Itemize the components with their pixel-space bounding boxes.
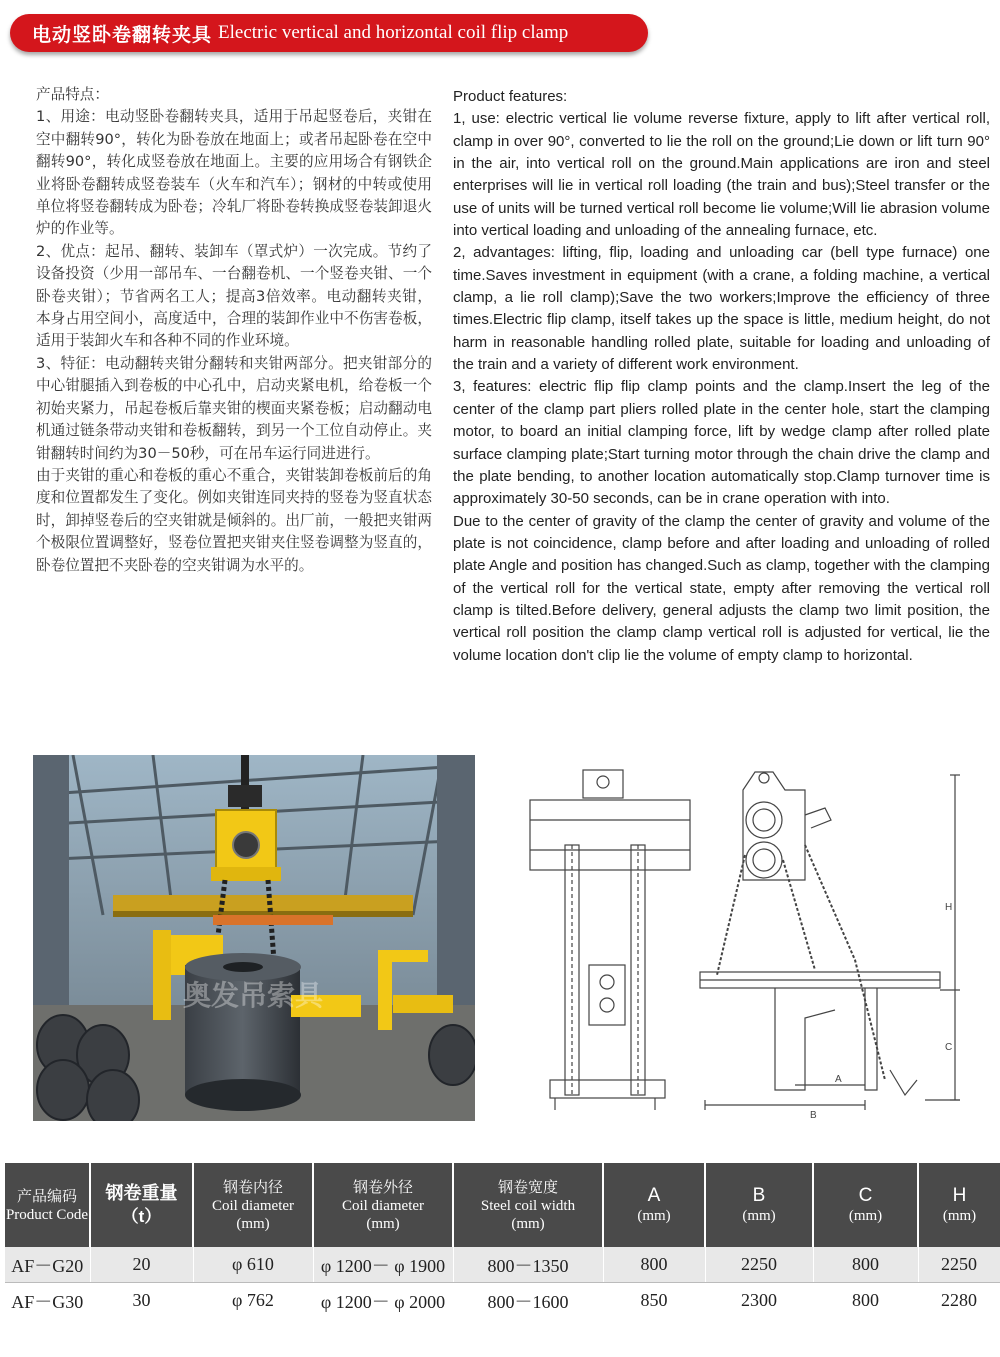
cell-outer-diameter: φ 1200－ φ 2000 [313,1283,453,1319]
cell-dim-c: 800 [813,1283,918,1319]
title-banner [10,14,648,52]
cell-coil-width: 800－1600 [453,1283,603,1319]
cell-coil-weight: 20 [90,1247,193,1283]
cell-dim-a: 850 [603,1283,705,1319]
header-inner-diameter: 钢卷内径 Coil diameter (mm) [193,1163,313,1247]
header-coil-weight: 钢卷重量 （t） [90,1163,193,1247]
header-coil-width: 钢卷宽度 Steel coil width (mm) [453,1163,603,1247]
cell-dim-c: 800 [813,1247,918,1283]
cell-coil-weight: 30 [90,1283,193,1319]
header-dim-b: B (mm) [705,1163,813,1247]
cell-dim-a: 800 [603,1247,705,1283]
en-heading: Product features: [453,88,568,105]
en-description [453,86,990,667]
factory-scene [33,755,475,1121]
cell-inner-diameter: φ 610 [193,1247,313,1283]
cell-dim-b: 2300 [705,1283,813,1319]
en-paragraph-use: 1, use: electric vertical lie volume reverse fixture, apply to lift after vertical roll, clamp in over 90°, converted to lie the roll on the ground;Lie down or lift turn 90° in the air, into vertical roll on the ground.Main applications are iron and steel enterprises will lie in vertical roll loading (the train and bus);Steel transfer or the use of units will be turned vertical roll become lie volume;Will lie abrasion volume into vertical loading and unloading of the annealing furnace, etc. [453,110,990,240]
cell-dim-b: 2250 [705,1247,813,1283]
cell-outer-diameter: φ 1200－ φ 1900 [313,1247,453,1283]
table-row [5,1247,1000,1283]
dim-label-b: B [810,1110,817,1121]
product-photo [33,755,475,1121]
photo-watermark: 奥发吊索具 [183,979,324,1012]
cn-paragraph-gravity: 由于夹钳的重心和卷板的重心不重合，夹钳装卸卷板前后的角度和位置都发生了变化。例如夹钳连同夹持的竖卷为竖直状态时，卸掉竖卷后的空夹钳就是倾斜的。出厂前，一般把夹钳两个极限位置调整好，竖卷位置把夹钳夹住竖卷调整为竖直的，卧卷位置把不夹卧卷的空夹钳调为水平的。 [36,466,432,574]
cell-product-code: AF－G20 [5,1247,90,1283]
title-en: Electric vertical and horizontal coil flip clamp [218,22,569,43]
dim-label-c: C [945,1042,953,1053]
spec-table [5,1163,1000,1318]
cell-inner-diameter: φ 762 [193,1283,313,1319]
dim-label-h: H [945,902,953,913]
cell-coil-width: 800－1350 [453,1247,603,1283]
clamp-line-drawing [505,760,975,1130]
technical-drawing [505,760,975,1130]
header-dim-a: A (mm) [603,1163,705,1247]
table-header-row [5,1163,1000,1247]
header-outer-diameter: 钢卷外径 Coil diameter (mm) [313,1163,453,1247]
table-row [5,1283,1000,1319]
title-cn: 电动竖卧卷翻转夹具 [32,23,213,46]
en-paragraph-advantages: 2, advantages: lifting, flip, loading and unloading car (bell type furnace) one time.Saves investment in equipment (with a crane, a folding machine, a vertical clamp, a lie roll clamp);Save the two workers;Improve the efficiency of three times.Electric flip clamp, itself takes up the space is little, medium height, do not harm in reasonable handling rolled plate, suitable for loading and unloading of the train and a variety of different work environment. [453,244,990,374]
cn-description [36,84,432,577]
header-dim-c: C (mm) [813,1163,918,1247]
cell-dim-h: 2280 [918,1283,1000,1319]
cell-product-code: AF－G30 [5,1283,90,1319]
header-product-code: 产品编码 Product Code [5,1163,90,1247]
en-paragraph-gravity: Due to the center of gravity of the clamp the center of gravity and volume of the plate is not coincidence, clamp before and after loading and unloading of rolled plate Angle and position has changed.Such as clamp, together with the clamping of the vertical roll for the vertical state, empty after removing the vertical roll clamp is tilted.Before delivery, general adjusts the clamp two limit position, the vertical roll position the clamp clamp vertical roll is adjusted for vertical, lie the volume location don't clip lie the volume of empty clamp to horizontal. [453,512,990,664]
en-paragraph-features: 3, features: electric flip flip clamp points and the clamp.Insert the leg of the center of the clamp part pliers rolled plate in the center hole, start the clamping motor, to board an initial clamping force, lift by wedge clamp after rolled plate surface clamping plate;Start turning motor through the chain drive the clamp and the plate bending, to another location automatically stop.Clamp turnover time is approximately 30-50 seconds, can be in crane operation with into. [453,378,990,508]
cn-paragraph-use: 1、用途：电动竖卧卷翻转夹具，适用于吊起竖卷后，夹钳在空中翻转90°，转化为卧卷放在地面上；或者吊起卧卷在空中翻转90°，转化成竖卷放在地面上。主要的应用场合有钢铁企业将卧卷翻转成竖卷装车（火车和汽车）；钢材的中转或使用单位将竖卷翻转成为卧卷；冷轧厂将卧卷转换成竖卷装卸退火炉的作业等。 [36,108,432,238]
cn-paragraph-advantages: 2、优点：起吊、翻转、装卸车（罩式炉）一次完成。节约了设备投资（少用一部吊车、一台翻卷机、一个竖卷夹钳、一个卧卷夹钳）；节省两名工人；提高3倍效率。电动翻转夹钳，本身占用空间小，高度适中，合理的装卸作业中不伤害卷板，适用于装卸火车和各种不同的作业环境。 [36,242,432,350]
cell-dim-h: 2250 [918,1247,1000,1283]
cn-heading: 产品特点： [36,86,109,103]
header-dim-h: H (mm) [918,1163,1000,1247]
dim-label-a: A [835,1074,842,1085]
cn-paragraph-features: 3、特征：电动翻转夹钳分翻转和夹钳两部分。把夹钳部分的中心钳腿插入到卷板的中心孔中，启动夹紧电机，给卷板一个初始夹紧力，吊起卷板后靠夹钳的楔面夹紧卷板；启动翻动电机通过链条带动夹钳和卷板翻转，到另一个工位自动停止。夹钳翻转时间约为30－50秒，可在吊车运行同进进行。 [36,354,432,462]
